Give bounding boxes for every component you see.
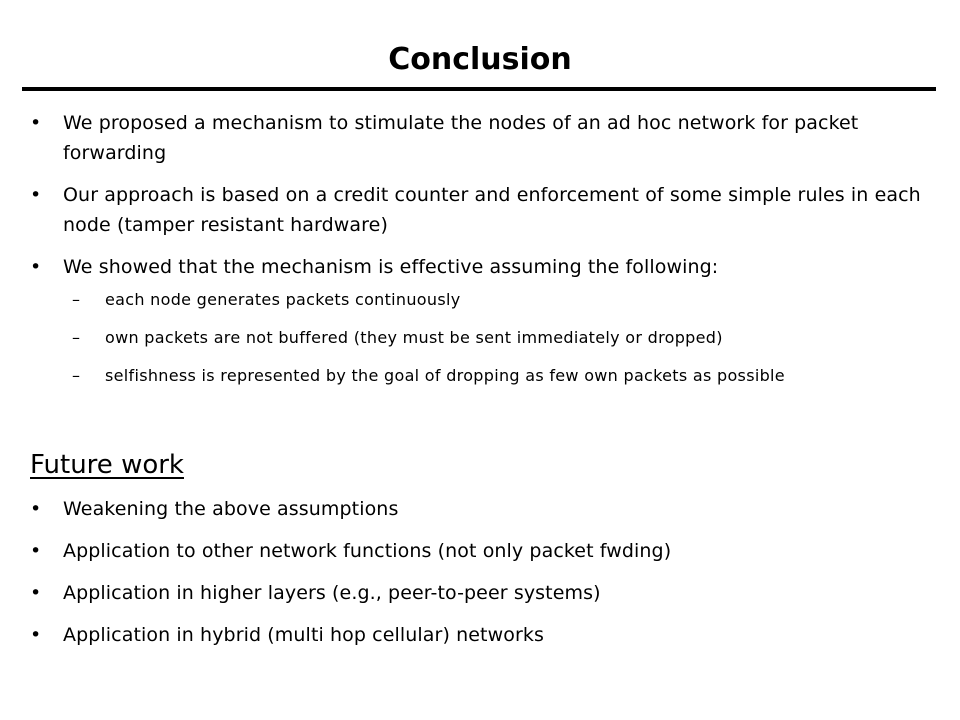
conclusion-bullet-list — [0, 108, 960, 282]
future-work-item — [0, 494, 923, 524]
sub-bullet-text: selfishness is represented by the goal of dropping as few own packets as possible — [105, 366, 785, 385]
title-underline-rule — [22, 87, 936, 91]
future-work-heading: Future work — [30, 450, 184, 480]
sub-bullet-item — [0, 363, 925, 388]
bullet-text: Our approach is based on a credit counter and enforcement of some simple rules in each node (tamper resistant hardware) — [63, 184, 921, 236]
bullet-symbol: • — [30, 540, 42, 562]
bullet-text: We showed that the mechanism is effective assuming the following: — [63, 256, 719, 278]
sub-bullet-item — [0, 287, 925, 312]
bullet-symbol: • — [30, 112, 42, 134]
slide-title: Conclusion — [388, 42, 572, 77]
bullet-item — [0, 108, 923, 168]
assumption-sub-list — [0, 287, 960, 388]
bullet-item — [0, 252, 923, 282]
future-work-item — [0, 578, 923, 608]
future-work-item — [0, 536, 923, 566]
bullet-item — [0, 180, 923, 240]
sub-bullet-text: own packets are not buffered (they must be sent immediately or dropped) — [105, 328, 723, 347]
future-work-text: Weakening the above assumptions — [63, 498, 399, 520]
future-work-item — [0, 620, 923, 650]
future-work-text: Application in hybrid (multi hop cellular) networks — [63, 624, 544, 646]
bullet-symbol: • — [30, 624, 42, 646]
future-work-text: Application in higher layers (e.g., peer-to-peer systems) — [63, 582, 601, 604]
future-work-list — [0, 494, 960, 650]
bullet-symbol: • — [30, 256, 42, 278]
bullet-text: We proposed a mechanism to stimulate the nodes of an ad hoc network for packet forwarding — [63, 112, 859, 164]
bullet-symbol: • — [30, 498, 42, 520]
future-work-text: Application to other network functions (not only packet fwding) — [63, 540, 672, 562]
sub-bullet-symbol: – — [72, 328, 81, 347]
sub-bullet-symbol: – — [72, 290, 81, 309]
sub-bullet-item — [0, 325, 925, 350]
bullet-symbol: • — [30, 582, 42, 604]
bullet-symbol: • — [30, 184, 42, 206]
sub-bullet-text: each node generates packets continuously — [105, 290, 461, 309]
sub-bullet-symbol: – — [72, 366, 81, 385]
